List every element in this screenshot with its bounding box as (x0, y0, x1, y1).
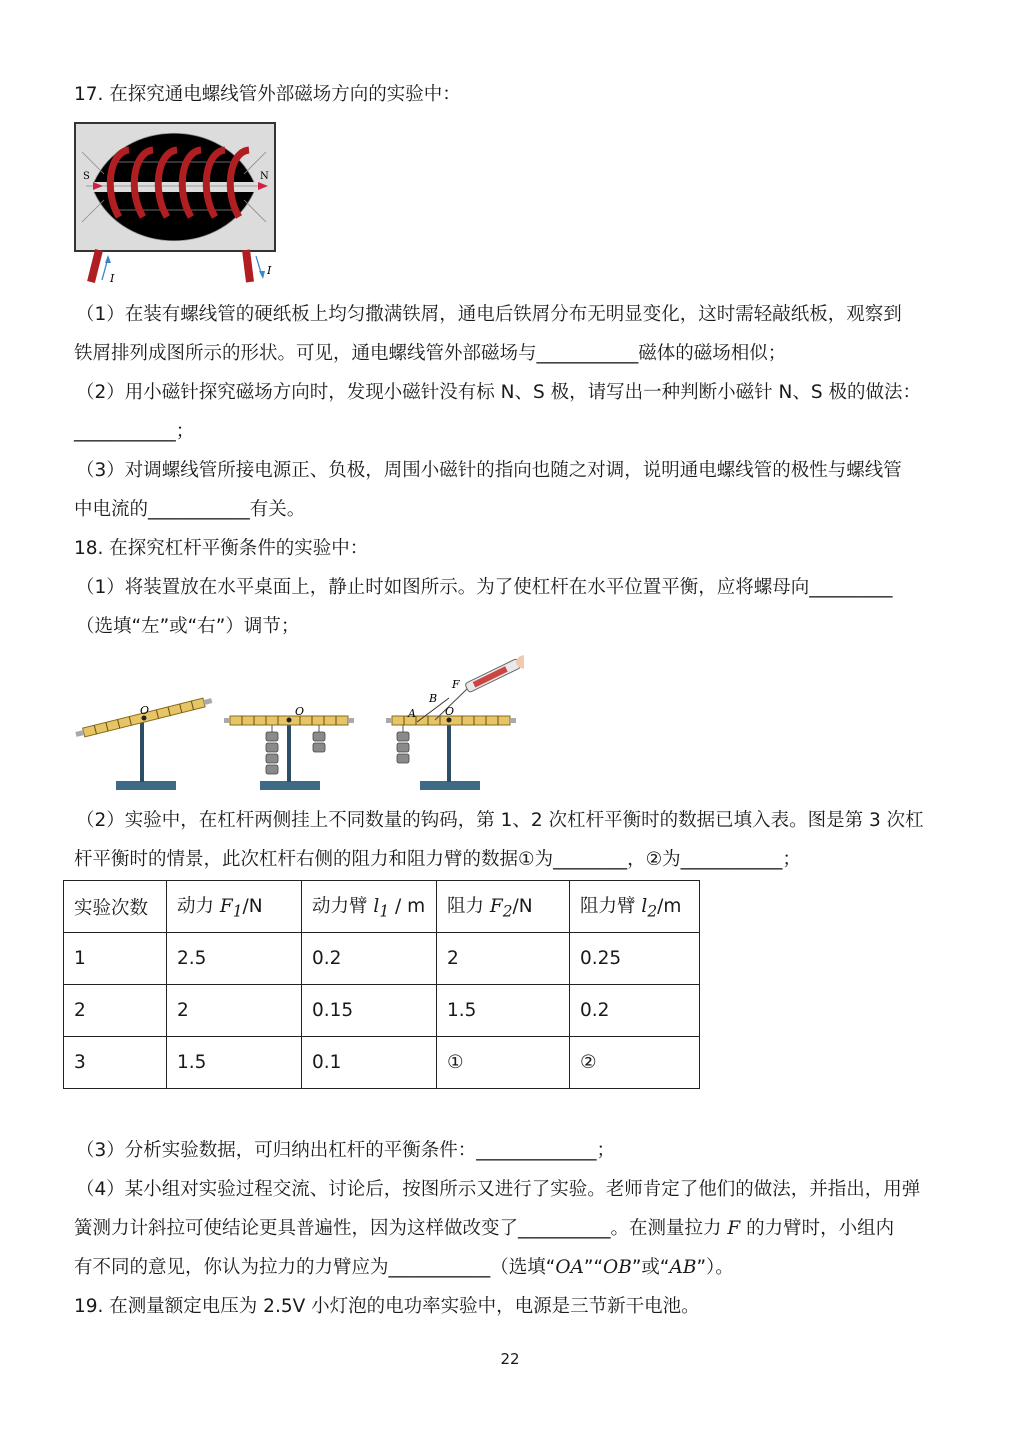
q17-stem: 17. 在探究通电螺线管外部磁场方向的实验中： (74, 84, 461, 105)
q17-part1-line1: （1）在装有螺线管的硬纸板上均匀撒满铁屑，通电后铁屑分布无明显变化，这时需轻敲纸板，观察到 (76, 304, 902, 325)
lever-data-table (63, 880, 700, 1089)
fig3-b-label: B (429, 692, 438, 705)
table-cell: 1.5 (167, 1037, 302, 1089)
table-cell: 2 (64, 985, 167, 1037)
table-cell: 2 (167, 985, 302, 1037)
table-header-cell: 动力 $F_1/N$ (167, 881, 302, 933)
page-number: 22 (500, 1350, 520, 1368)
table-header-cell: 阻力 $F_2/N$ (437, 881, 570, 933)
pole-n-label: N (260, 171, 269, 182)
table-cell: 3 (64, 1037, 167, 1089)
table-cell: 0.2 (302, 933, 437, 985)
q17-part1-line2: 铁屑排列成图所示的形状。可见，通电螺线管外部磁场与___________磁体的磁场相似； (74, 343, 787, 364)
table-cell: 0.1 (302, 1037, 437, 1089)
q17-part3-line1: （3）对调螺线管所接电源正、负极，周围小磁针的指向也随之对调，说明通电螺线管的极性与螺线管 (76, 460, 902, 481)
table-row (64, 985, 700, 1037)
q18-part2-line2: 杆平衡时的情景，此次杠杆右侧的阻力和阻力臂的数据①为________，②为___________； (74, 849, 801, 870)
table-cell: 0.2 (570, 985, 700, 1037)
pole-s-label: S (83, 171, 90, 182)
q19-stem: 19. 在测量额定电压为 2.5V 小灯泡的电功率实验中，电源是三节新干电池。 (74, 1296, 700, 1317)
table-cell: 0.15 (302, 985, 437, 1037)
fig2-o-label: O (295, 705, 305, 718)
q18-part4-line2: 簧测力计斜拉可使结论更具普遍性，因为这样做改变了__________。在测量拉力 F 的力臂时，小组内 (74, 1218, 895, 1239)
table-header-cell: 实验次数 (64, 881, 167, 933)
q18-stem: 18. 在探究杠杆平衡条件的实验中： (74, 538, 369, 559)
table-row (64, 933, 700, 985)
table-cell: ② (570, 1037, 700, 1089)
lever-figure-tilted (75, 696, 213, 790)
table-header-cell: 动力臂 $l_1$ / m (302, 881, 437, 933)
table-cell: 0.25 (570, 933, 700, 985)
current-label-left: I (110, 272, 115, 285)
table-cell: 2 (437, 933, 570, 985)
q17-part3-line2: 中电流的___________有关。 (74, 499, 306, 520)
q18-part4-line3: 有不同的意见，你认为拉力的力臂应为___________（选填“OA”“OB”或“AB”）。 (74, 1257, 734, 1278)
table-header-cell: 阻力臂 $l_2/m$ (570, 881, 700, 933)
q18-part2-line1: （2）实验中，在杠杆两侧挂上不同数量的钩码，第 1、2 次杠杆平衡时的数据已填入表。图是第 3 次杠 (76, 810, 924, 831)
fig1-o-label: O (140, 704, 150, 717)
solenoid-figure (74, 122, 280, 288)
fig3-o-label: O (445, 705, 455, 718)
table-row (64, 1037, 700, 1089)
fig3-a-label: A (408, 707, 416, 720)
lever-figures (74, 650, 524, 800)
q18-part4-line1: （4）某小组对实验过程交流、讨论后，按图所示又进行了实验。老师肯定了他们的做法，并指出，用弹 (76, 1179, 921, 1200)
table-cell: 2.5 (167, 933, 302, 985)
lever-figure-weights (224, 705, 354, 790)
table-header-row (64, 881, 700, 933)
q18-part3: （3）分析实验数据，可归纳出杠杆的平衡条件：_____________； (76, 1140, 616, 1161)
q18-part1-line2: （选填“左”或“右”）调节； (76, 616, 300, 637)
fig3-f-label: F (452, 678, 460, 691)
table-cell: 1 (64, 933, 167, 985)
current-label-right: I (267, 264, 272, 277)
q17-part2-line2: ___________； (74, 421, 195, 442)
table-cell: ① (437, 1037, 570, 1089)
lever-figure-spring-scale (386, 655, 524, 790)
table-cell: 1.5 (437, 985, 570, 1037)
q18-part1-line1: （1）将装置放在水平桌面上，静止时如图所示。为了使杠杆在水平位置平衡，应将螺母向_________ (76, 577, 893, 598)
q17-part2-line1: （2）用小磁针探究磁场方向时，发现小磁针没有标 N、S 极，请写出一种判断小磁针 N、S 极的做法： (76, 382, 921, 403)
